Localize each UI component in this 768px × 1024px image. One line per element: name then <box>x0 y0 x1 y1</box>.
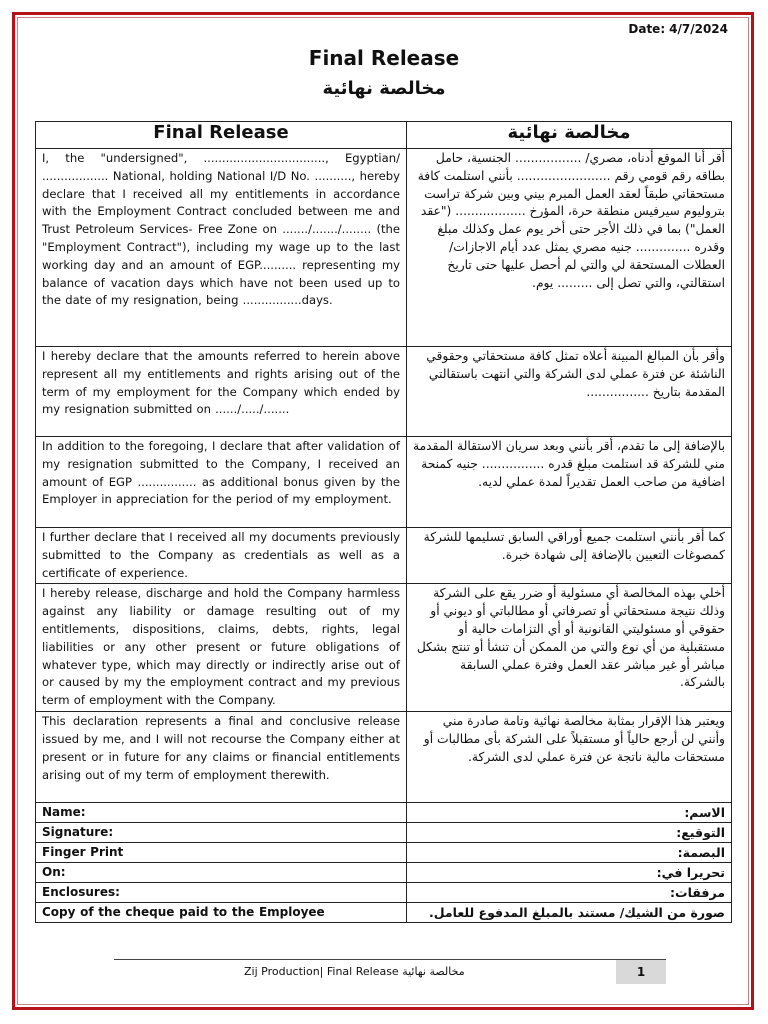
clause-row-1 <box>36 149 732 347</box>
clause-5-ar: أخلي بهذه المخالصة أي مسئولية أو ضرر يقع على الشركة وذلك نتيجة مستحقاتي أو تصرفاتي أو مطالباتي أو ديوني أو حقوقي أو مسئوليتي القانونية أو أي التزامات حالية أو مستقبلية من أي نوع والتي من الممكن أن تنشأ أو تنتج بشكل مباشر أو غير مباشر عقد العمل وفترة عملي السابقة بالشركة. <box>407 584 732 712</box>
document-title-en: Final Release <box>308 46 460 70</box>
field-fingerprint-en: Finger Print <box>36 843 407 863</box>
field-row-signature <box>36 823 732 843</box>
field-fingerprint-ar: البصمة: <box>407 843 732 863</box>
header-en: Final Release <box>36 122 407 149</box>
footer-divider <box>114 959 666 960</box>
field-enclosures-ar: مرفقات: <box>407 883 732 903</box>
page-number: 1 <box>616 960 666 984</box>
field-cheque-en: Copy of the cheque paid to the Employee <box>36 903 407 923</box>
field-enclosures-en: Enclosures: <box>36 883 407 903</box>
field-signature-ar: التوقيع: <box>407 823 732 843</box>
date-value: 4/7/2024 <box>669 22 728 36</box>
clause-6-ar: ويعتبر هذا الإقرار بمثابة مخالصة نهائية وتامة صادرة مني وأنني لن أرجع حالياً أو مستقبلاً على الشركة بأى مطالبات أو مستحقات مالية ناتجة عن فترة عملي لدى الشركة. <box>407 712 732 803</box>
field-row-on <box>36 863 732 883</box>
clause-2-en: I hereby declare that the amounts referred to herein above represent all my entitlements and rights arising out of the term of my employment for the Company which ended by my resignation submitted on ....../...../....... <box>36 347 407 437</box>
clause-5-en: I hereby release, discharge and hold the Company harmless against any liability or damage resulting out of my entitlements, dispositions, claims, debts, rights, legal liabilities or any other present or future obligations of whatever type, which may directly or indirectly arise out of or caused by my the employment contract and my previous term of employment with the Company. <box>36 584 407 712</box>
clause-4-en: I further declare that I received all my documents previously submitted to the Company as credentials as well as a certificate of experience. <box>36 528 407 584</box>
field-cheque-ar: صورة من الشيك/ مستند بالمبلغ المدفوع للعامل. <box>407 903 732 923</box>
document-title-ar: مخالصة نهائية <box>322 78 446 99</box>
clause-4-ar: كما أقر بأنني استلمت جميع أوراقي السابق تسليمها للشركة كمصوغات التعيين بالإضافة إلى شهادة خبرة. <box>407 528 732 584</box>
footer-label: Zij Production| Final Release <box>244 965 399 978</box>
clause-row-5 <box>36 584 732 712</box>
clause-row-4 <box>36 528 732 584</box>
footer-label-ar: مخالصة نهائية <box>402 965 465 978</box>
clause-row-6 <box>36 712 732 803</box>
date-label: Date: <box>628 22 666 36</box>
field-signature-en: Signature: <box>36 823 407 843</box>
clause-2-ar: وأقر بأن المبالغ المبينة أعلاه تمثل كافة مستحقاتي وحقوقي الناشئة عن فترة عملي لدى الشركة والتي انتهت باستقالتي المقدمة بتاريخ ................ <box>407 347 732 437</box>
clause-row-2 <box>36 347 732 437</box>
field-on-en: On: <box>36 863 407 883</box>
field-row-cheque <box>36 903 732 923</box>
clause-3-ar: بالإضافة إلى ما تقدم، أقر بأنني وبعد سريان الاستقالة المقدمة مني للشركة قد استلمت مبلغ قدره ................ جنيه كمنحة اضافية من صاحب العمل تقديراً لمدة عملي لديه. <box>407 437 732 528</box>
release-table <box>35 121 732 923</box>
field-on-ar: تحريرا في: <box>407 863 732 883</box>
clause-row-3 <box>36 437 732 528</box>
field-name-en: Name: <box>36 803 407 823</box>
document-date <box>628 22 728 36</box>
field-name-ar: الاسم: <box>407 803 732 823</box>
clause-1-ar: أقر أنا الموقع أدناه، مصري/ ................. الجنسية، حامل بطاقه رقم قومي رقم ........................ بأنني استلمت كافة مستحقاتي طبقاً لعقد العمل المبرم بيني وبين شركة تراست بتروليوم سيرفيس منطقة حرة، المؤرخ .................. ("عقد العمل") بما في ذلك الأجر حتى أخر يوم عمل وكذلك مبلغ وقدره .............. جنيه مصري يمثل عدد أيام الاجازات/ العطلات المستحقة لي والتي لم أحصل عليها حتى تاريخ استقالتي، والتي تصل إلى ......... يوم. <box>407 149 732 347</box>
clause-3-en: In addition to the foregoing, I declare that after validation of my resignation submitted to the Company, I received an amount of EGP ................ as additional bonus given by the Employer in appreciation for the period of my employment. <box>36 437 407 528</box>
field-row-fingerprint <box>36 843 732 863</box>
clause-1-en: I, the "undersigned", ................................., Egyptian/ .................. National, holding National I/D No. .........., hereby declare that I received all my entitlements in accordance with the Employment Contract concluded between me and Trust Petroleum Services- Free Zone on ......./......./........ (the "Employment Contract"), including my wage up to the last working day and an amount of EGP.......... representing my balance of vacation days which have not been used up to the date of my resignation, being ................days. <box>36 149 407 347</box>
header-ar: مخالصة نهائية <box>407 122 732 149</box>
clause-6-en: This declaration represents a final and conclusive release issued by me, and I will not recourse the Company either at present or in future for any claims or financial entitlements arising out of my term of employment therewith. <box>36 712 407 803</box>
field-row-name <box>36 803 732 823</box>
table-header-row <box>36 122 732 149</box>
field-row-enclosures <box>36 883 732 903</box>
footer-text <box>244 965 465 978</box>
